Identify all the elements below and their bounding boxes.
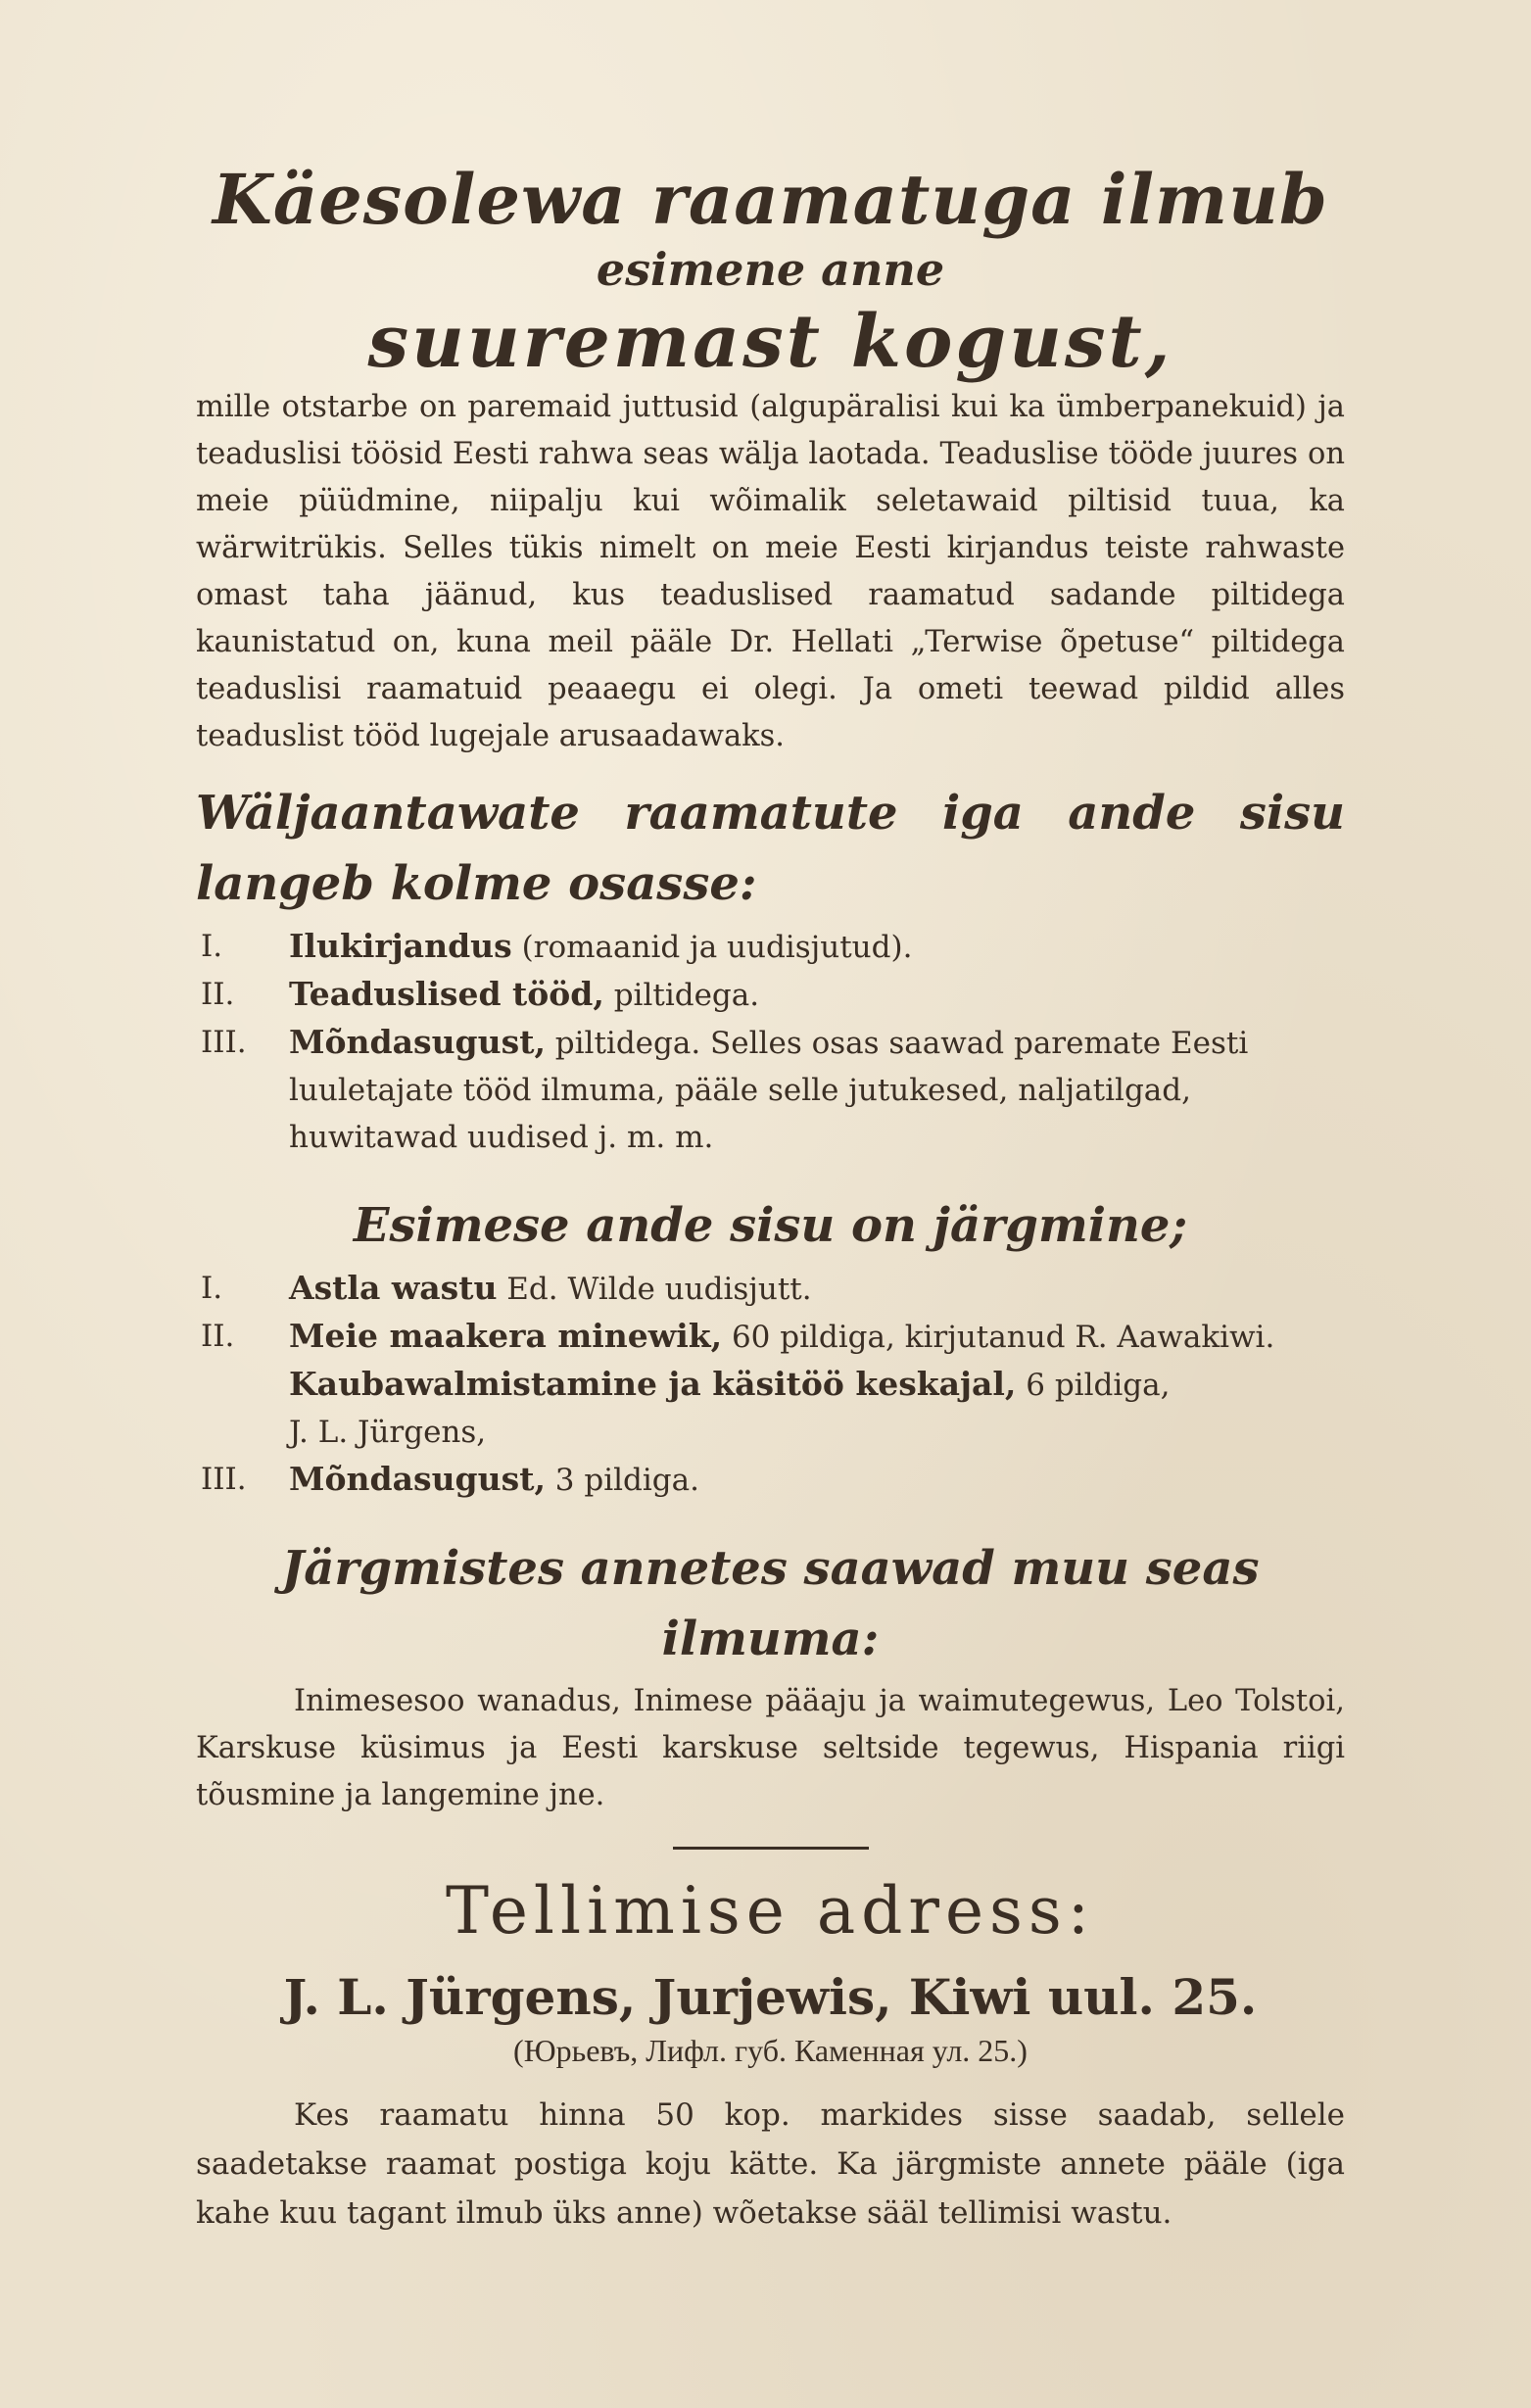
next-issues-paragraph: Inimesesoo wanadus, Inimese pääaju ja waimutegewus, Leo Tolstoi, Karskuse küsimus ja Eesti karskuse seltside tegewus, Hispania riigi tõusmine ja langemine jne. [196, 1684, 1345, 1813]
list-item: Kaubawalmistamine ja käsitöö keskajal, 6 pildiga, [289, 1365, 1171, 1404]
page-subtitle: esimene anne [596, 243, 945, 296]
next-issues-title: Järgmistes annetes saawad muu seas ilmuma: [281, 1541, 1260, 1667]
list-item-continuation: J. L. Jürgens, [289, 1415, 487, 1451]
address-main: J. L. Jürgens, Jurjewis, Kiwi uul. 25. [283, 1968, 1258, 2027]
first-issue-title: Esimese ande sisu on järgmine; [353, 1198, 1188, 1254]
divider [673, 1847, 869, 1850]
intro-paragraph: mille otstarbe on paremaid juttusid (algupäralisi kui ka ümberpanekuid) ja teaduslisi töösid Eesti rahwa seas wälja laotada. Teaduslise tööde juures on meie püüdmine, niipalju kui wõimalik seletawaid piltisid tuua, ka wärwitrükis. Selles tükis nimelt on meie Eesti kirjandus teiste rahwaste omast taha jäänud, kus teaduslised raamatud sadande piltidega kaunistatud on, kuna meil pääle Dr. Hellati „Terwise õpetuse“ piltidega teaduslisi raamatuid peaaegu ei olegi. Ja ometi teewad pildid alles teaduslist tööd lugejale arusaadawaks. [196, 390, 1345, 754]
list-item: III. Mõndasugust, piltidega. Selles osas saawad paremate Eesti luuletajate tööd ilmuma, pääle selle jutukesed, naljatilgad, huwitawad uudised j. m. m. [201, 1023, 1249, 1156]
collection-title: suuremast kogust, [367, 300, 1173, 385]
list-item: II. Meie maakera minewik, 60 pildiga, kirjutanud R. Aawakiwi. [201, 1317, 1275, 1356]
address-russian: (Юрьевъ, Лифл. губ. Каменная ул. 25.) [513, 2033, 1028, 2069]
list-item: I. Ilukirjandus (romaanid ja uudisjutud). [201, 927, 913, 966]
first-issue-list [196, 1265, 1345, 1504]
parts-list [196, 923, 1345, 1161]
page-title: Käesolewa raamatuga ilmub [213, 159, 1328, 240]
closing-paragraph: Kes raamatu hinna 50 kop. markides sisse saadab, sellele saadetakse raamat postiga koju kätte. Ka järgmiste annete pääle (iga kahe kuu tagant ilmub üks anne) wõetakse sääl tellimisi wastu. [196, 2097, 1345, 2232]
list-item: III. Mõndasugust, 3 pildiga. [201, 1460, 699, 1499]
parts-section-title: Wäljaantawate raamatute iga ande sisu langeb kolme osasse: [196, 786, 1345, 912]
list-item: I. Astla wastu Ed. Wilde uudisjutt. [201, 1269, 812, 1308]
address-title: Tellimise adress: [445, 1873, 1096, 1950]
list-item: II. Teaduslised tööd, piltidega. [201, 975, 760, 1014]
